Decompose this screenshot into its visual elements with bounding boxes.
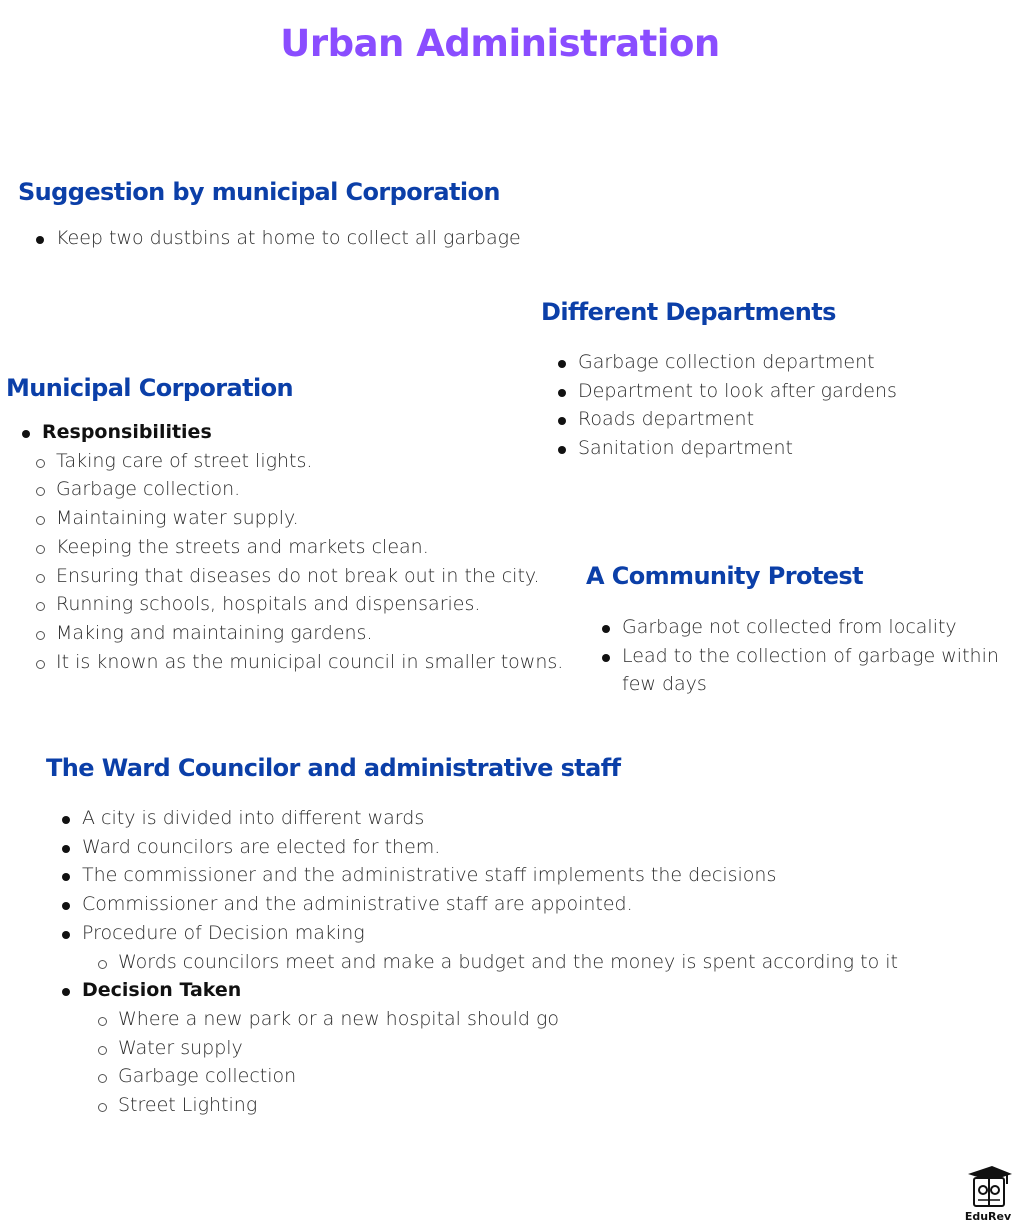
municipal-list: [20, 418, 563, 676]
departments-list: [556, 348, 897, 463]
list-item: [60, 976, 898, 1120]
list-item: Sanitation department: [556, 434, 897, 463]
suggestion-heading: Suggestion by municipal Corporation: [18, 178, 500, 206]
list-item: The commissioner and the administrative staff implements the decisions: [60, 861, 898, 890]
decision-sublist: [96, 1005, 898, 1120]
list-item: Garbage not collected from locality: [600, 613, 1000, 642]
list-item: Taking care of street lights.: [34, 447, 563, 476]
ward-list: [60, 804, 898, 1120]
list-item: It is known as the municipal council in smaller towns.: [34, 648, 563, 677]
list-item: [20, 418, 563, 676]
responsibilities-sublist: [34, 447, 563, 677]
suggestion-list: [34, 224, 521, 253]
departments-heading: Different Departments: [541, 298, 836, 326]
list-item: Department to look after gardens: [556, 377, 897, 406]
list-item: Garbage collection: [96, 1062, 898, 1091]
page-title: Urban Administration: [280, 22, 720, 65]
list-item: Ward councilors are elected for them.: [60, 833, 898, 862]
list-item: Street Lighting: [96, 1091, 898, 1120]
list-item: Garbage collection.: [34, 475, 563, 504]
list-item: Roads department: [556, 405, 897, 434]
protest-heading: A Community Protest: [586, 562, 863, 590]
list-item: A city is divided into different wards: [60, 804, 898, 833]
list-item: Keeping the streets and markets clean.: [34, 533, 563, 562]
list-item: [60, 919, 898, 976]
municipal-heading: Municipal Corporation: [6, 374, 294, 402]
list-item: Ensuring that diseases do not break out in the city.: [34, 562, 563, 591]
list-item: Running schools, hospitals and dispensaries.: [34, 590, 563, 619]
logo-text: EduRev: [964, 1210, 1012, 1223]
list-item: Words councilors meet and make a budget and the money is spent according to it: [96, 948, 898, 977]
list-item: Garbage collection department: [556, 348, 897, 377]
list-item: Commissioner and the administrative staff are appointed.: [60, 890, 898, 919]
responsibilities-label: Responsibilities: [42, 421, 212, 443]
ward-heading: The Ward Councilor and administrative staff: [46, 754, 621, 782]
list-item: Water supply: [96, 1034, 898, 1063]
list-item: Maintaining water supply.: [34, 504, 563, 533]
list-item: Keep two dustbins at home to collect all garbage: [34, 224, 521, 253]
list-item: Making and maintaining gardens.: [34, 619, 563, 648]
list-item: Where a new park or a new hospital should go: [96, 1005, 898, 1034]
decision-label: Decision Taken: [82, 979, 242, 1002]
procedure-label: Procedure of Decision making: [82, 921, 365, 944]
graduation-cap-book-icon: [962, 1164, 1014, 1210]
procedure-sublist: [96, 948, 898, 977]
edurev-logo: [962, 1164, 1014, 1224]
protest-list: [600, 613, 1000, 699]
list-item: Lead to the collection of garbage within few days: [600, 642, 1000, 699]
